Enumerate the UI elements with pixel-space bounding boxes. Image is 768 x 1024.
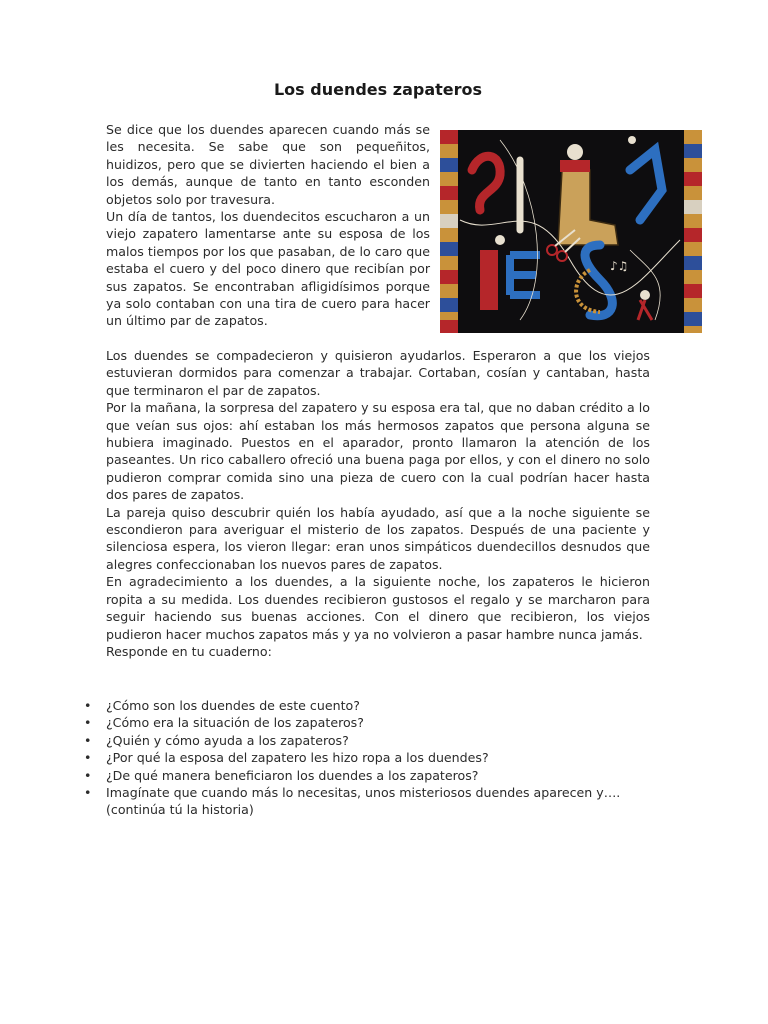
story-paragraph: La pareja quiso descubrir quién los había ayudado, así que a la noche siguiente se escondieron para averiguar el misterio de los zapatos. Después de una paciente y silenciosa espera, los vieron llegar: eran unos simpáticos duendecillos desnudos que alegres confeccionaban los nuevos pares de zapatos. <box>106 504 650 572</box>
question-text: ¿De qué manera beneficiaron los duendes a los zapateros? <box>106 767 479 783</box>
bullet-icon: • <box>84 732 92 748</box>
svg-text:♪♫: ♪♫ <box>610 259 629 273</box>
story-paragraph: Por la mañana, la sorpresa del zapatero y su esposa era tal, que no daban crédito a lo que veían sus ojos: ahí estaban los más hermosos zapatos que persona alguna se hubiera imaginado. Puestos en el aparador, pronto llamaron la atención de los paseantes. Un rico caballero ofreció una buena paga por ellos, y con el dinero no solo pudieron comprar comida sino una pieza de cuero con la cual podrían hacer hasta dos pares de zapatos. <box>106 400 650 503</box>
question-item <box>84 714 664 731</box>
story-paragraph: En agradecimiento a los duendes, a la siguiente noche, los zapateros le hicieron ropita a su medida. Los duendes recibieron gustosos el regalo y se marcharon para seguir haciendo sus buenas acciones. Con el dinero que recibieron, los viejos pudieron hacer muchos zapatos más y ya no volvieron a pasar hambre nunca jamás. <box>106 574 650 642</box>
bullet-icon: • <box>84 715 92 731</box>
bullet-icon: • <box>84 750 92 766</box>
right-pattern-border <box>684 130 702 333</box>
bullet-icon: • <box>84 698 92 713</box>
question-text: ¿Cómo era la situación de los zapateros? <box>106 715 364 731</box>
question-text: ¿Cómo son los duendes de este cuento? <box>106 698 360 713</box>
question-text: ¿Por qué la esposa del zapatero les hizo ropa a los duendes? <box>106 750 489 766</box>
story-paragraph: Los duendes se compadecieron y quisieron ayudarlos. Esperaron a que los viejos estuvieran dormidos para comenzar a trabajar. Cortaban, cosían y cantaban, hasta que terminaron el par de zapatos. <box>106 348 650 398</box>
intro-paragraph: Se dice que los duendes aparecen cuando más se les necesita. Se sabe que son pequeñitos, huidizos, pero que se divierten haciendo el bien a los demás, aunque de tanto en tanto esconden objetos solo por travesura. Un día de tantos, los duendecitos escucharon a un viejo zapatero lamentarse ante su esposa de los malos tiempos por los que pasaban, de lo caro que estaba el cuero y del poco dinero que recibían por sus zapatos. Se encontraban afligidísimos porque ya solo contaban con una tira de cuero para hacer un último par de zapatos. <box>106 122 430 329</box>
instruction-text: Responde en tu cuaderno: <box>106 643 272 659</box>
left-pattern-border <box>440 130 458 333</box>
question-list <box>84 697 664 819</box>
question-item <box>84 784 664 819</box>
story-body <box>106 347 650 660</box>
question-text: Imagínate que cuando más lo necesitas, unos misteriosos duendes aparecen y…. (continúa tú la historia) <box>106 785 621 818</box>
question-text: ¿Quién y cómo ayuda a los zapateros? <box>106 732 349 748</box>
question-item <box>84 732 664 749</box>
document-title: Los duendes zapateros <box>273 80 483 99</box>
question-item <box>84 697 664 714</box>
bullet-icon: • <box>84 767 92 783</box>
question-item <box>84 749 664 766</box>
bullet-icon: • <box>84 785 92 801</box>
story-illustration <box>440 130 702 333</box>
question-item <box>84 767 664 784</box>
